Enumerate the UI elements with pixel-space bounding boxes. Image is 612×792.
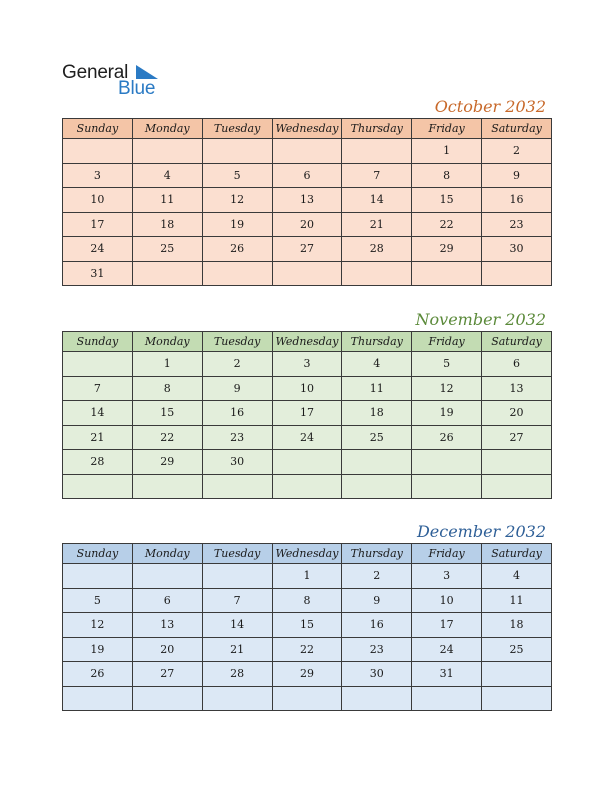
week-row <box>63 139 552 164</box>
weekday-header: Monday <box>132 332 202 352</box>
day-cell: 2 <box>342 564 412 589</box>
day-cell: 10 <box>272 376 342 401</box>
day-cell: 20 <box>272 212 342 237</box>
day-cell <box>342 450 412 475</box>
day-cell: 9 <box>202 376 272 401</box>
weekday-header: Saturday <box>482 544 552 564</box>
day-cell: 18 <box>132 212 202 237</box>
day-cell <box>342 686 412 711</box>
day-cell: 2 <box>202 352 272 377</box>
day-cell <box>202 474 272 499</box>
day-cell: 3 <box>63 163 133 188</box>
day-cell: 28 <box>342 237 412 262</box>
day-cell <box>412 261 482 286</box>
day-cell <box>342 474 412 499</box>
weekday-header: Wednesday <box>272 544 342 564</box>
weekday-header: Monday <box>132 119 202 139</box>
day-cell <box>202 261 272 286</box>
day-cell: 29 <box>132 450 202 475</box>
day-cell: 4 <box>132 163 202 188</box>
day-cell: 31 <box>412 662 482 687</box>
day-cell: 11 <box>132 188 202 213</box>
day-cell: 28 <box>63 450 133 475</box>
day-cell <box>132 474 202 499</box>
day-cell: 27 <box>272 237 342 262</box>
day-cell <box>482 474 552 499</box>
day-cell: 14 <box>342 188 412 213</box>
day-cell <box>132 261 202 286</box>
day-cell <box>202 139 272 164</box>
day-cell <box>342 261 412 286</box>
day-cell <box>132 686 202 711</box>
day-cell: 14 <box>63 401 133 426</box>
weekday-header: Tuesday <box>202 119 272 139</box>
day-cell <box>412 450 482 475</box>
day-cell <box>63 686 133 711</box>
month-title: November 2032 <box>415 310 546 329</box>
calendar-grid <box>62 118 552 286</box>
day-cell <box>272 686 342 711</box>
day-cell <box>482 450 552 475</box>
day-cell: 27 <box>482 425 552 450</box>
day-cell: 22 <box>272 637 342 662</box>
day-cell <box>482 662 552 687</box>
day-cell: 7 <box>342 163 412 188</box>
day-cell: 17 <box>412 613 482 638</box>
day-cell: 26 <box>412 425 482 450</box>
day-cell: 30 <box>342 662 412 687</box>
week-row <box>63 237 552 262</box>
day-cell: 21 <box>342 212 412 237</box>
day-cell: 19 <box>412 401 482 426</box>
day-cell: 13 <box>482 376 552 401</box>
day-cell: 21 <box>63 425 133 450</box>
day-cell: 6 <box>132 588 202 613</box>
day-cell <box>342 139 412 164</box>
week-row <box>63 613 552 638</box>
day-cell: 16 <box>342 613 412 638</box>
day-cell: 25 <box>342 425 412 450</box>
day-cell: 1 <box>272 564 342 589</box>
logo-word-general: General <box>62 62 129 83</box>
weekday-header: Friday <box>412 119 482 139</box>
brand-logo <box>62 62 162 98</box>
week-row <box>63 212 552 237</box>
weekday-header: Sunday <box>63 544 133 564</box>
day-cell: 2 <box>482 139 552 164</box>
logo-word-blue: Blue <box>118 78 156 99</box>
day-cell: 9 <box>342 588 412 613</box>
day-cell: 24 <box>272 425 342 450</box>
weekday-header: Friday <box>412 544 482 564</box>
weekday-header-row <box>63 544 552 564</box>
week-row <box>63 376 552 401</box>
day-cell: 31 <box>63 261 133 286</box>
weekday-header-row <box>63 332 552 352</box>
day-cell: 12 <box>412 376 482 401</box>
week-row <box>63 564 552 589</box>
day-cell <box>202 564 272 589</box>
calendar-grid <box>62 331 552 499</box>
day-cell: 4 <box>342 352 412 377</box>
day-cell <box>202 686 272 711</box>
logo-triangle-icon <box>136 65 158 79</box>
day-cell: 1 <box>412 139 482 164</box>
day-cell: 3 <box>272 352 342 377</box>
day-cell <box>132 564 202 589</box>
day-cell: 20 <box>482 401 552 426</box>
day-cell: 20 <box>132 637 202 662</box>
week-row <box>63 425 552 450</box>
week-row <box>63 637 552 662</box>
day-cell: 14 <box>202 613 272 638</box>
day-cell: 19 <box>202 212 272 237</box>
day-cell: 24 <box>412 637 482 662</box>
day-cell: 26 <box>63 662 133 687</box>
day-cell: 28 <box>202 662 272 687</box>
weekday-header: Tuesday <box>202 544 272 564</box>
day-cell <box>63 564 133 589</box>
week-row <box>63 686 552 711</box>
day-cell: 7 <box>202 588 272 613</box>
day-cell: 8 <box>132 376 202 401</box>
weekday-header: Monday <box>132 544 202 564</box>
day-cell: 22 <box>132 425 202 450</box>
week-row <box>63 352 552 377</box>
day-cell: 7 <box>63 376 133 401</box>
day-cell: 30 <box>482 237 552 262</box>
weekday-header: Thursday <box>342 332 412 352</box>
day-cell: 12 <box>202 188 272 213</box>
day-cell: 15 <box>412 188 482 213</box>
day-cell <box>482 261 552 286</box>
day-cell <box>412 686 482 711</box>
day-cell: 23 <box>342 637 412 662</box>
week-row <box>63 588 552 613</box>
weekday-header: Saturday <box>482 332 552 352</box>
week-row <box>63 401 552 426</box>
day-cell <box>272 474 342 499</box>
day-cell: 23 <box>202 425 272 450</box>
day-cell: 18 <box>342 401 412 426</box>
weekday-header: Sunday <box>63 332 133 352</box>
day-cell: 18 <box>482 613 552 638</box>
day-cell: 6 <box>272 163 342 188</box>
day-cell: 1 <box>132 352 202 377</box>
day-cell: 22 <box>412 212 482 237</box>
weekday-header: Tuesday <box>202 332 272 352</box>
day-cell <box>272 139 342 164</box>
day-cell: 8 <box>412 163 482 188</box>
day-cell <box>482 686 552 711</box>
day-cell: 12 <box>63 613 133 638</box>
weekday-header: Wednesday <box>272 119 342 139</box>
day-cell: 6 <box>482 352 552 377</box>
day-cell: 10 <box>412 588 482 613</box>
weekday-header: Friday <box>412 332 482 352</box>
day-cell: 29 <box>272 662 342 687</box>
day-cell: 11 <box>342 376 412 401</box>
weekday-header-row <box>63 119 552 139</box>
day-cell <box>272 261 342 286</box>
day-cell: 21 <box>202 637 272 662</box>
day-cell: 15 <box>272 613 342 638</box>
day-cell <box>272 450 342 475</box>
day-cell: 25 <box>482 637 552 662</box>
week-row <box>63 163 552 188</box>
day-cell <box>132 139 202 164</box>
week-row <box>63 474 552 499</box>
day-cell: 8 <box>272 588 342 613</box>
day-cell: 19 <box>63 637 133 662</box>
day-cell: 9 <box>482 163 552 188</box>
day-cell: 13 <box>272 188 342 213</box>
day-cell: 23 <box>482 212 552 237</box>
day-cell: 30 <box>202 450 272 475</box>
day-cell: 15 <box>132 401 202 426</box>
day-cell: 25 <box>132 237 202 262</box>
day-cell: 26 <box>202 237 272 262</box>
weekday-header: Thursday <box>342 119 412 139</box>
day-cell: 16 <box>482 188 552 213</box>
month-title: October 2032 <box>434 97 546 116</box>
day-cell: 11 <box>482 588 552 613</box>
day-cell <box>63 352 133 377</box>
day-cell: 13 <box>132 613 202 638</box>
month-title: December 2032 <box>416 522 546 541</box>
weekday-header: Wednesday <box>272 332 342 352</box>
day-cell: 16 <box>202 401 272 426</box>
day-cell: 5 <box>63 588 133 613</box>
day-cell: 3 <box>412 564 482 589</box>
day-cell: 24 <box>63 237 133 262</box>
day-cell: 4 <box>482 564 552 589</box>
day-cell: 10 <box>63 188 133 213</box>
week-row <box>63 188 552 213</box>
day-cell: 5 <box>202 163 272 188</box>
weekday-header: Thursday <box>342 544 412 564</box>
day-cell: 17 <box>63 212 133 237</box>
weekday-header: Saturday <box>482 119 552 139</box>
day-cell: 17 <box>272 401 342 426</box>
calendar-grid <box>62 543 552 711</box>
day-cell: 27 <box>132 662 202 687</box>
week-row <box>63 450 552 475</box>
day-cell <box>63 139 133 164</box>
week-row <box>63 261 552 286</box>
week-row <box>63 662 552 687</box>
day-cell: 29 <box>412 237 482 262</box>
day-cell: 5 <box>412 352 482 377</box>
weekday-header: Sunday <box>63 119 133 139</box>
day-cell <box>63 474 133 499</box>
day-cell <box>412 474 482 499</box>
